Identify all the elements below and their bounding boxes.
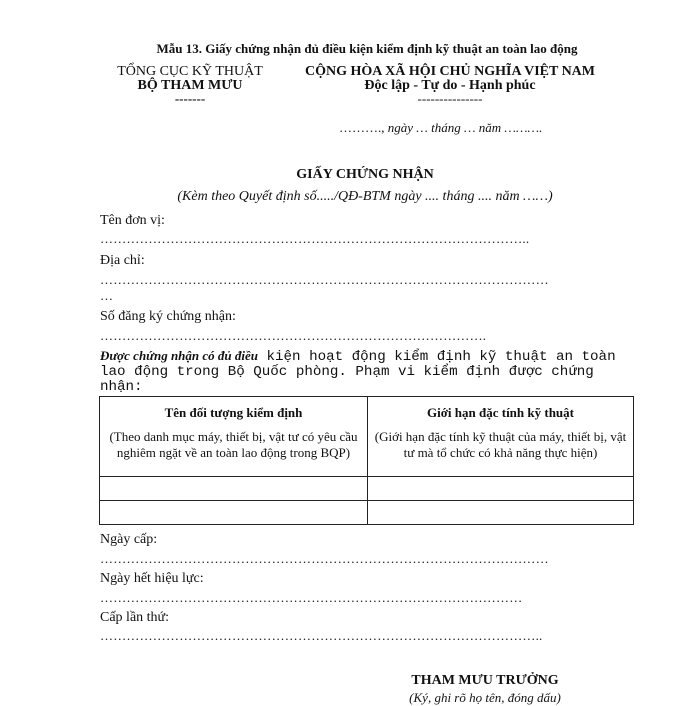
certified-line-3: nhận:	[100, 379, 143, 395]
col1-title: Tên đối tượng kiểm định	[164, 405, 303, 420]
expiry-date-dots: ……………………………………………………………………………………	[100, 590, 523, 605]
form-label: Mẫu 13. Giấy chứng nhận đủ điều kiện kiểm định kỹ thuật an toàn lao động	[156, 41, 578, 56]
date-text: ngày … tháng … năm ……….	[387, 120, 543, 135]
national-underline: ---------------	[417, 91, 483, 106]
certified-paragraph	[100, 348, 616, 395]
table-row	[100, 501, 634, 525]
address-dots-cont: …	[100, 288, 114, 303]
col2-title: Giới hạn đặc tính kỹ thuật	[427, 405, 574, 420]
document-title: GIẤY CHỨNG NHẬN	[296, 167, 434, 182]
inspection-scope-table	[99, 396, 634, 525]
certified-italic: Được chứng nhận có đủ điều	[100, 348, 258, 363]
issue-date-dots: …………………………………………………………………………………………	[100, 551, 549, 566]
table-cell[interactable]	[100, 477, 368, 501]
registration-number-label: Số đăng ký chứng nhận:	[100, 309, 236, 324]
agency-block	[100, 64, 280, 107]
address-label: Địa chỉ:	[100, 253, 145, 268]
col1-note: (Theo danh mục máy, thiết bị, vật tư có yêu cầu nghiêm ngặt về an toàn lao động trong BQP)	[109, 429, 358, 460]
issue-number-dots: ………………………………………………………………………………………..	[100, 628, 543, 643]
signature-title: THAM MƯU TRƯỞNG	[411, 673, 559, 688]
agency-line1: TỔNG CỤC KỸ THUẬT	[117, 64, 263, 79]
unit-name-label: Tên đơn vị:	[100, 213, 165, 228]
national-motto: Độc lập - Tự do - Hạnh phúc	[364, 78, 536, 93]
certified-line1-rest: kiện hoạt động kiểm định kỹ thuật an toàn	[258, 349, 616, 365]
unit-name-dots: ……………………………………………………………………………………..	[100, 231, 530, 246]
issue-number-label: Cấp lần thứ:	[100, 610, 170, 625]
table-header-row	[100, 397, 634, 477]
certified-line-2: lao động trong Bộ Quốc phòng. Phạm vi kiểm định được chứng	[100, 364, 594, 380]
agency-line2: BỘ THAM MƯU	[137, 78, 243, 93]
table-cell[interactable]	[368, 501, 634, 525]
col2-note: (Giới hạn đặc tính kỹ thuật của máy, thiết bị, vật tư mà tổ chức có khả năng thực hiện)	[374, 429, 627, 460]
place-date-line	[339, 120, 542, 136]
certified-line-1	[100, 348, 616, 365]
national-heading	[290, 64, 610, 107]
expiry-date-label: Ngày hết hiệu lực:	[100, 571, 204, 586]
table-cell[interactable]	[100, 501, 368, 525]
table-cell[interactable]	[368, 477, 634, 501]
table-row	[100, 477, 634, 501]
registration-number-dots: …………………………………………………………………………….	[100, 328, 487, 343]
document-subtitle: (Kèm theo Quyết định số...../QĐ-BTM ngày .... tháng .... năm ……)	[177, 189, 553, 204]
national-title: CỘNG HÒA XÃ HỘI CHỦ NGHĨA VIỆT NAM	[304, 64, 595, 79]
issue-date-label: Ngày cấp:	[100, 532, 158, 547]
agency-underline: -------	[174, 91, 206, 106]
place-dots: ……….,	[339, 120, 388, 135]
signature-note: (Ký, ghi rõ họ tên, đóng dấu)	[409, 690, 561, 705]
col-inspection-object	[100, 397, 368, 477]
address-dots: …………………………………………………………………………………………	[100, 272, 549, 287]
col-technical-limit	[368, 397, 634, 477]
